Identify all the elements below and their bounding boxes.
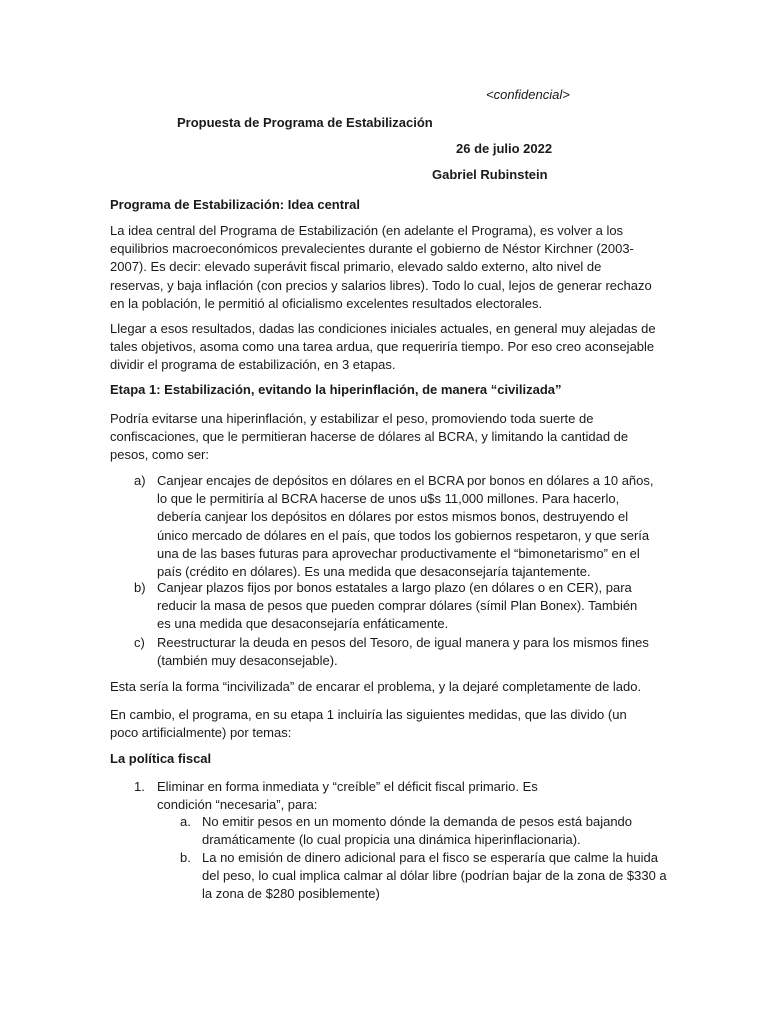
document-title: Propuesta de Programa de Estabilización [177,115,433,130]
list-item-text: Canjear plazos fijos por bonos estatales a largo plazo (en dólares o en CER), para reducir la masa de pesos que pueden comprar dólares (símil Plan Bonex). También es una medida que desaconsejaría enfáticamente. [157,580,638,632]
fiscal-policy-heading: La política fiscal [110,751,212,766]
list-marker: b. [180,850,191,865]
list-marker: b) [134,580,146,595]
document-author: Gabriel Rubinstein [432,167,548,182]
paragraph-measures: En cambio, el programa, en su etapa 1 incluiría las siguientes medidas, que las divido (un poco artificialmente) por temas: [110,707,627,741]
confidential-label: <confidencial> [486,87,570,102]
list-item [180,849,670,904]
list-item-text: No emitir pesos en un momento dónde la demanda de pesos está bajando dramáticamente (lo cual propicia una dinámica hiperinflacionaria). [202,814,633,848]
list-marker: a. [180,814,191,829]
confiscation-options-list [134,472,654,670]
list-item [180,813,670,849]
list-marker: 1. [134,779,145,794]
document-date: 26 de julio 2022 [456,141,553,156]
list-item [134,579,654,634]
paragraph-uncivilized: Esta sería la forma “incivilizada” de encarar el problema, y la dejaré completamente de lado. [110,679,642,694]
list-marker: a) [134,473,146,488]
list-item-text: Eliminar en forma inmediata y “creíble” el déficit fiscal primario. Es condición “necesaria”, para: [157,779,538,813]
paragraph-stages: Llegar a esos resultados, dadas las condiciones iniciales actuales, en general muy alejadas de tales objetivos, asoma como una tarea ardua, que requeriría tiempo. Por eso creo aconsejable dividir el programa de estabilización, en 3 etapas. [110,321,656,373]
list-item-text: La no emisión de dinero adicional para el fisco se esperaría que calme la huida del peso, lo cual implica calmar al dólar libre (podrían bajar de la zona de $330 a la zona de $280 posiblemente) [202,850,667,902]
list-item-text: Reestructurar la deuda en pesos del Tesoro, de igual manera y para los mismos fines (también muy desaconsejable). [157,635,649,669]
fiscal-sublist [180,813,670,904]
list-item-text: Canjear encajes de depósitos en dólares en el BCRA por bonos en dólares a 10 años, lo que le permitiría al BCRA hacerse de unos u$s 11,000 millones. Para hacerlo, debería canjear los depósitos en dólares por estos mismos bonos, destruyendo el único mercado de dólares en el país, que todos los gobiernos respetaron, y que sería una de las bases futuras para aprovechar productivamente el “bimonetarismo” en el país (crédito en dólares). Es una medida que desaconsejaría tajantemente. [157,473,654,580]
list-item [134,472,654,579]
section-title: Programa de Estabilización: Idea central [110,197,360,212]
paragraph-confiscations: Podría evitarse una hiperinflación, y estabilizar el peso, promoviendo toda suerte de confiscaciones, que le permitieran hacerse de dólares al BCRA, y limitando la cantidad de pesos, como ser: [110,411,629,463]
fiscal-measures-list [134,778,654,814]
paragraph-intro: La idea central del Programa de Estabilización (en adelante el Programa), es volver a los equilibrios macroeconómicos prevalecientes durante el gobierno de Néstor Kirchner (2003-2007). Es decir: elevado superávit fiscal primario, elevado saldo externo, alto nivel de reservas, y baja inflación (con precios y salarios libres). Todo lo cual, lejos de generar rechazo en la población, le permitió al oficialismo excelentes resultados electorales. [110,223,652,311]
list-item [134,778,654,814]
etapa1-heading: Etapa 1: Estabilización, evitando la hiperinflación, de manera “civilizada” [110,382,562,397]
list-item [134,634,654,670]
list-marker: c) [134,635,145,650]
